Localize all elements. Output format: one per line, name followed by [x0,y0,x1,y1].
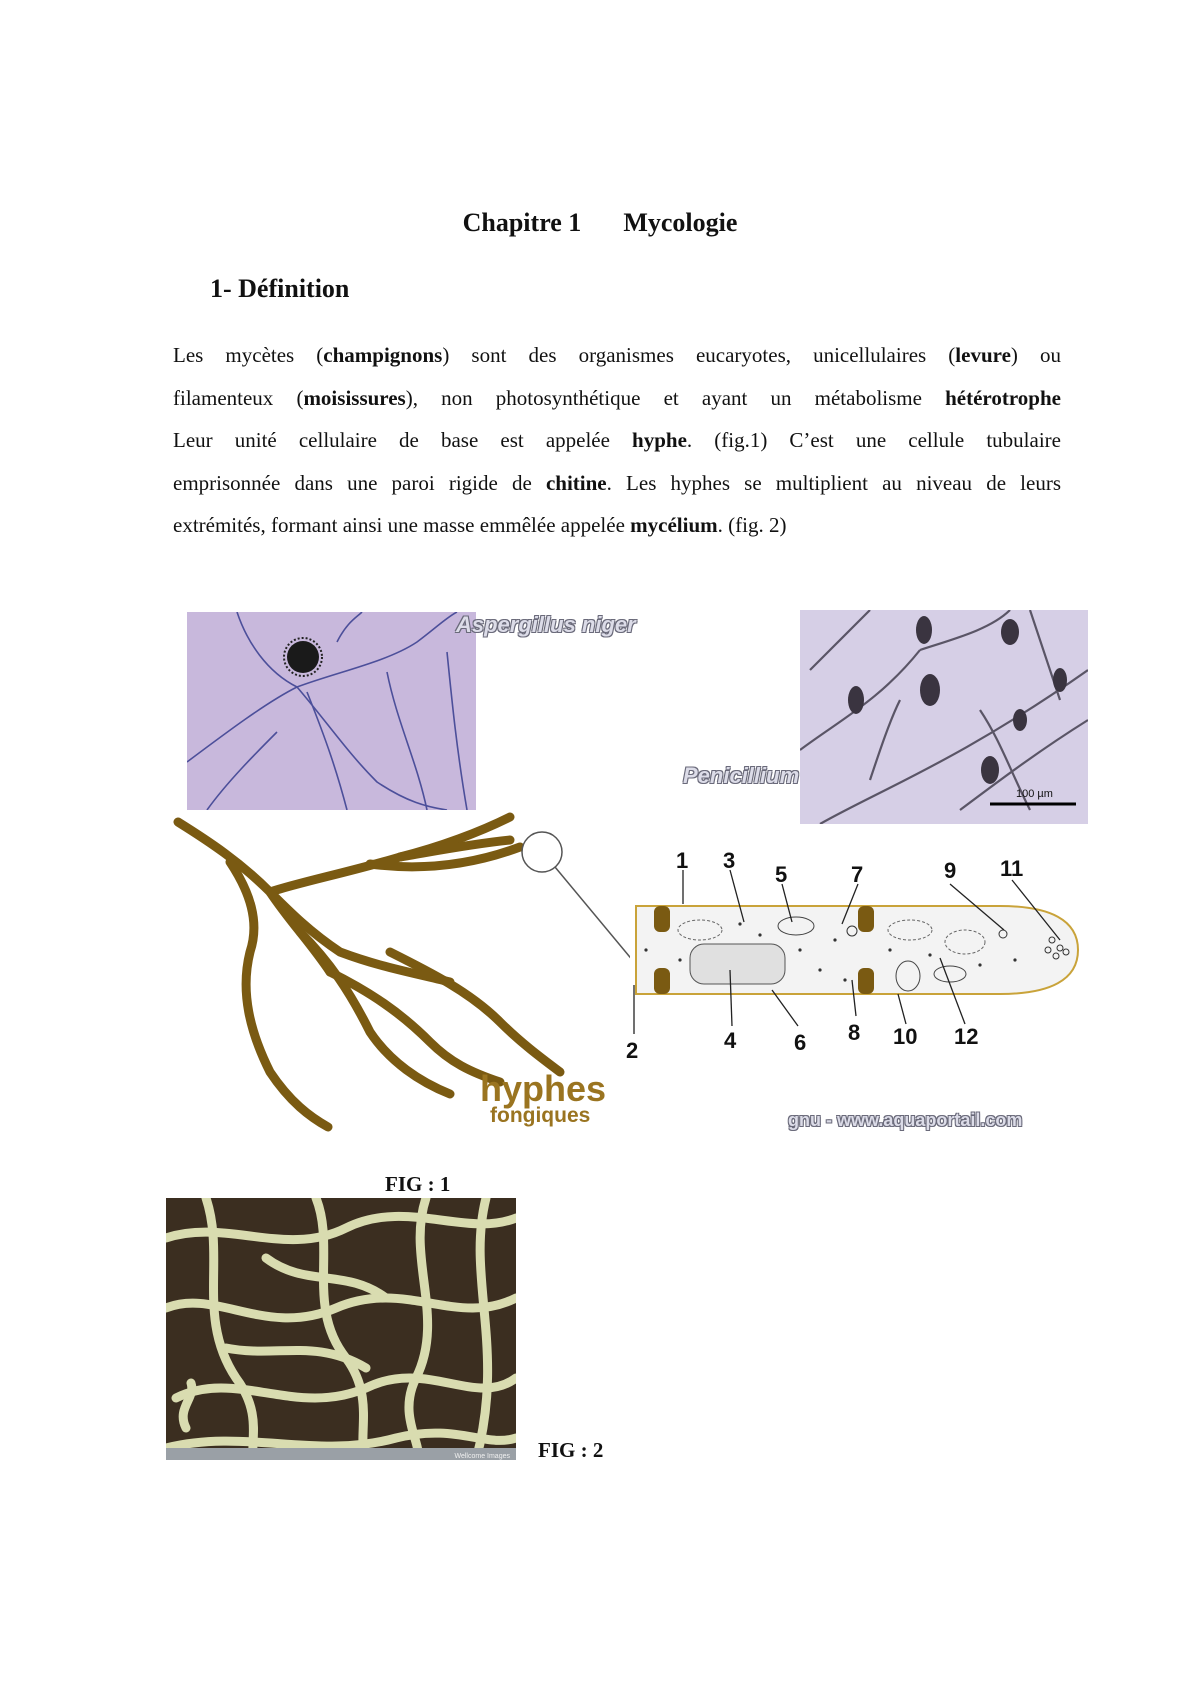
penicillium-image [800,610,1088,824]
chapter-name: Mycologie [623,208,738,237]
fig2-caption: FIG : 2 [538,1438,604,1462]
label-10: 10 [893,1024,918,1049]
wellcome-watermark: Wellcome Images [454,1453,510,1460]
paragraph-line-1: Les mycètes (champignons) sont des organismes eucaryotes, unicellulaires (levure) ou [173,343,1061,367]
label-2: 2 [626,1038,639,1063]
paragraph-line-4: emprisonnée dans une paroi rigide de chitine. Les hyphes se multiplient au niveau de leurs [173,470,1061,495]
hyphes-label: hyphes [480,1068,607,1109]
aspergillus-image [187,612,476,810]
label-4: 4 [724,1028,737,1053]
fongiques-label: fongiques [490,1104,591,1127]
label-9: 9 [944,858,957,883]
label-1: 1 [676,848,689,873]
label-6: 6 [794,1030,807,1055]
credit-label: gnu - www.aquaportail.com [788,1110,1023,1130]
scale-bar-label: 100 µm [1016,788,1053,800]
paragraph-line-3: Leur unité cellulaire de base est appelée hyphe. (fig.1) C’est une cellule tubulaire [173,428,1061,452]
aspergillus-label: Aspergillus niger [456,612,636,637]
hypha-cell-diagram [620,840,1090,1080]
definition-paragraph [173,334,1061,547]
label-11: 11 [1000,856,1024,881]
label-8: 8 [848,1020,861,1045]
fig1-caption: FIG : 1 [385,1172,451,1196]
label-7: 7 [851,862,864,887]
chapter-number: Chapitre 1 [462,208,582,237]
paragraph-line-5: extrémités, formant ainsi une masse emmêlée appelée mycélium. (fig. 2) [173,513,787,537]
mycelium-image [166,1198,516,1460]
label-3: 3 [723,848,736,873]
penicillium-label: Penicillium [683,763,800,788]
paragraph-line-2: filamenteux (moisissures), non photosynthétique et ayant un métabolisme hétérotrophe [173,385,1061,410]
section-heading: 1- Définition [210,274,350,303]
label-5: 5 [775,862,788,887]
chapter-title [0,208,1200,238]
label-12: 12 [954,1024,979,1049]
